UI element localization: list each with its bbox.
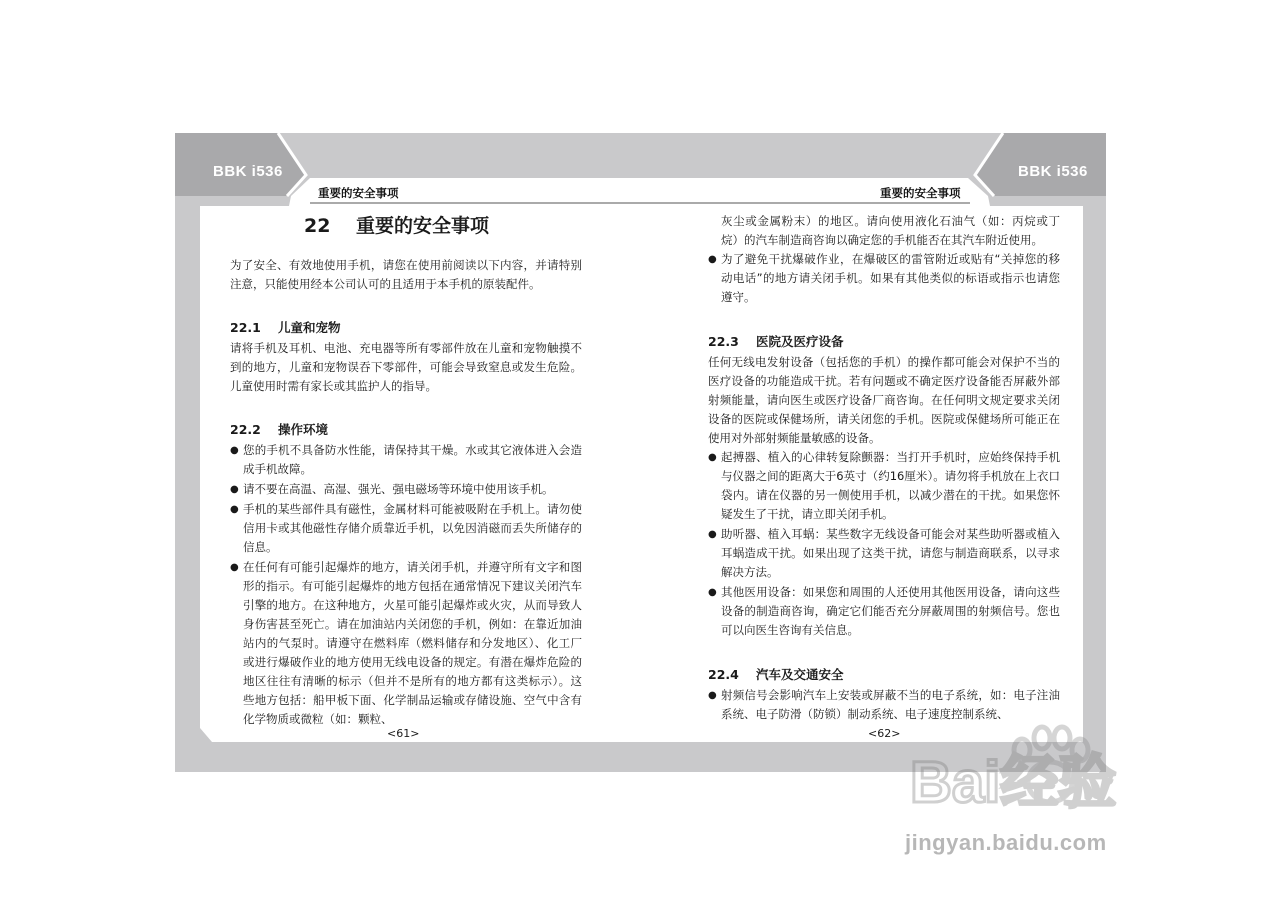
brand-label-left: BBK i536 [213,163,283,180]
section-heading-22-4 [708,665,1060,684]
section-title: 操作环境 [278,422,329,437]
section-number: 22.3 [708,334,739,349]
watermark-logo-text: Bai经验 [910,750,1117,815]
section-heading-22-2 [230,420,582,439]
section-heading-22-3 [708,332,1060,351]
section-number: 22.4 [708,667,739,682]
list-item: ● 起搏器、植入的心律转复除颤器：当打开手机时，应始终保持手机与仪器之间的距离大于6英寸（约16厘米）。请勿将手机放在上衣口袋内。请在仪器的另一侧使用手机，以减少潜在的干扰。如果您怀疑发生了干扰，请立即关闭手机。 [708,448,1060,524]
section-title: 儿童和宠物 [278,320,341,335]
right-page [708,212,1060,725]
list-item: ● 助听器、植入耳蜗：某些数字无线设备可能会对某些助听器或植入耳蜗造成干扰。如果出现了这类干扰，请您与制造商联系，以寻求解决方法。 [708,525,1060,582]
chapter-heading [304,212,582,240]
running-header-left: 重要的安全事项 [318,186,399,200]
section-number: 22.1 [230,320,261,335]
chapter-title: 重要的安全事项 [356,215,490,237]
watermark-url: jingyan.baidu.com [905,830,1107,855]
bullet-list [230,441,582,729]
list-item: ● 在任何有可能引起爆炸的地方，请关闭手机，并遵守所有文字和图形的指示。有可能引起爆炸的地方包括在通常情况下建议关闭汽车引擎的地方。在这种地方，火星可能引起爆炸或火灾，从而导致人身伤害甚至死亡。请在加油站内关闭您的手机，例如：在靠近加油站内的气泵时。请遵守在燃料库（燃料储存和分发地区）、化工厂或进行爆破作业的地方使用无线电设备的规定。有潜在爆炸危险的地区往往有清晰的标示（但并不是所有的地方都有这类标示）。这些地方包括：船甲板下面、化学制品运输或存储设施、空气中含有化学物质或微粒（如：颗粒、 [230,558,582,729]
list-item: ● 请不要在高温、高湿、强光、强电磁场等环境中使用该手机。 [230,480,582,499]
list-item: ● 手机的某些部件具有磁性，金属材料可能被吸附在手机上。请勿使信用卡或其他磁性存储介质靠近手机，以免因消磁而丢失所储存的信息。 [230,500,582,557]
intro-paragraph: 为了安全、有效地使用手机，请您在使用前阅读以下内容，并请特别注意，只能使用经本公司认可的且适用于本手机的原装配件。 [230,258,582,291]
section-heading-22-1 [230,318,582,337]
section-paragraph: 任何无线电发射设备（包括您的手机）的操作都可能会对保护不当的医疗设备的功能造成干扰。若有问题或不确定医疗设备能否屏蔽外部射频能量，请向医生或医疗设备厂商咨询。在任何明文规定要求关闭设备的医院或保健场所，请关闭您的手机。医院或保健场所可能正在使用对外部射频能量敏感的设备。 [708,355,1060,445]
bullet-list [708,448,1060,640]
page-number-right: <62> [868,727,901,740]
section-number: 22.2 [230,422,261,437]
list-item: ● 您的手机不具备防水性能，请保持其干燥。水或其它液体进入会造成手机故障。 [230,441,582,479]
page-number-left: <61> [387,727,420,740]
section-paragraph: 请将手机及耳机、电池、充电器等所有零部件放在儿童和宠物触摸不到的地方，儿童和宠物误吞下零部件，可能会导致窒息或发生危险。儿童使用时需有家长或其监护人的指导。 [230,341,582,393]
list-item: ● 射频信号会影响汽车上安装或屏蔽不当的电子系统，如：电子注油系统、电子防滑（防锁）制动系统、电子速度控制系统、 [708,686,1060,724]
left-page [230,212,582,730]
bullet-list [708,250,1060,307]
chapter-number: 22 [304,215,331,237]
section-title: 汽车及交通安全 [756,667,844,682]
continued-paragraph: 灰尘或金属粉末）的地区。请向使用液化石油气（如：丙烷或丁烷）的汽车制造商咨询以确定您的手机能否在其汽车附近使用。 [721,214,1060,247]
list-item: ● 其他医用设备：如果您和周围的人还使用其他医用设备，请向这些设备的制造商咨询，确定它们能否充分屏蔽周围的射频信号。您也可以向医生咨询有关信息。 [708,583,1060,640]
section-title: 医院及医疗设备 [756,334,844,349]
running-header-right: 重要的安全事项 [880,186,961,200]
bullet-list [708,686,1060,724]
brand-label-right: BBK i536 [1018,163,1088,180]
list-item: ● 为了避免干扰爆破作业，在爆破区的雷管附近或贴有“关掉您的移动电话”的地方请关闭手机。如果有其他类似的标语或指示也请您遵守。 [708,250,1060,307]
